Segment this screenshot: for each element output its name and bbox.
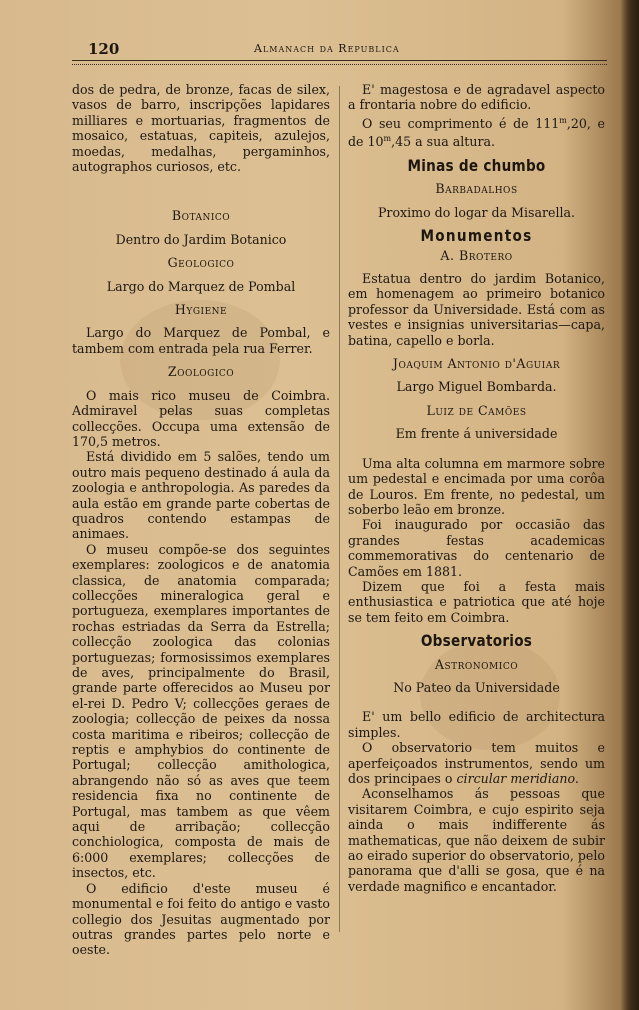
astronomico-location: No Pateo da Universidade xyxy=(393,679,560,695)
section-heading-minas: Minas de chumbo xyxy=(407,156,546,175)
column-divider xyxy=(339,86,340,932)
zoologico-paragraph: O edificio d'este museu é monumental e foi feito do antigo e vasto collegio dos Jesuitas augmentado por outras grandes partes pelo norte e oeste. xyxy=(72,880,330,958)
camoes-location: Em frente á universidade xyxy=(395,426,558,442)
camoes-paragraph: Dizem que foi a festa mais enthusiastica e patriotica que até hoje se tem feito em Coimbra. xyxy=(348,578,605,625)
right-column xyxy=(348,82,605,894)
brotero-paragraph: Estatua dentro do jardim Botanico, em homenagem ao primeiro botanico professor da Universidade. Está com as vestes e insignias universitarias—capa, batina, capello e borla. xyxy=(348,271,605,348)
subheading-astronomico: Astronomico xyxy=(434,656,519,672)
subheading-brotero: A. Brotero xyxy=(440,247,513,263)
book-spine-shadow xyxy=(621,0,639,1010)
observatorio-paragraph: O observatorio tem muitos e aperfeiçoados instrumentos, sendo um dos principaes o circular meridiano. xyxy=(348,740,605,786)
section-heading-botanico: Botanico xyxy=(171,208,231,224)
dimensions-paragraph: O seu comprimento é de 111$^m$,20, e de 10$^m$,45 a sua altura. xyxy=(348,115,605,150)
subheading-barbadalhos: Barbadalhos xyxy=(435,181,518,197)
left-column xyxy=(72,82,330,958)
page-number: 120 xyxy=(88,40,120,58)
section-heading-hygiene: Hygiene xyxy=(174,302,228,318)
observatorio-paragraph: Aconselhamos ás pessoas que visitarem Coimbra, e cujo espirito seja ainda o mais indifferente ás mathematicas, que não deixem de subir ao eirado superior do observatorio, pelo panorama que d'alli se gosa, que é na verdade magnifico e encantador. xyxy=(348,786,605,894)
zoologico-paragraph: O museu compõe-se dos seguintes exemplares: zoologicos e de anatomia classica, de anatomia comparada; collecções mineralogica geral e portugueza, exemplares importantes de rochas estriadas da Serra da Estrella; collecção zoologica das colonias portuguezas; formosissimos exemplares de aves, principalmente do Brasil, grande parte offerecidos ao Museu por el-rei D. Pedro V; collecções geraes de zoologia; collecção de peixes da nossa costa maritima e ribeiros; collecção de reptis e amphybios do continente de Portugal; collecção amithologica, abrangendo não só as aves que teem residencia fixa no continente de Portugal, mas tambem as que vêem aqui de arribação; collecção conchiologica, composta de mais de 6:000 exemplares; collecções de insectos, etc. xyxy=(72,541,330,881)
section-heading-zoologico: Zoologico xyxy=(167,364,235,380)
observatorio-paragraph: E' um bello edificio de architectura simples. xyxy=(348,709,605,740)
subheading-camoes: Luiz de Camões xyxy=(426,402,527,418)
intro-paragraph: dos de pedra, de bronze, facas de silex, vasos de barro, inscripções lapidares milliares e mortuarias, fragmentos de mosaico, estatuas, capiteis, azulejos, moedas, medalhas, pergaminhos, autographos curiosos, etc. xyxy=(72,82,330,175)
facade-paragraph: E' magestosa e de agradavel aspecto a frontaria nobre do edificio. xyxy=(348,82,605,113)
barbadalhos-location: Proximo do logar da Misarella. xyxy=(377,204,576,220)
camoes-paragraph: Uma alta columna em marmore sobre um pedestal e encimada por uma corôa de Louros. Em frente, no pedestal, um soberbo leão em bronze. xyxy=(348,455,605,517)
page-header xyxy=(88,40,608,62)
hygiene-location: Largo do Marquez de Pombal, e tambem com entrada pela rua Ferrer. xyxy=(72,325,330,356)
section-heading-monumentos: Monumentos xyxy=(420,226,533,246)
geologico-location: Largo do Marquez de Pombal xyxy=(106,278,296,294)
botanico-location: Dentro do Jardim Botanico xyxy=(115,231,287,247)
header-rule xyxy=(72,60,607,65)
aguiar-location: Largo Miguel Bombarda. xyxy=(396,379,557,395)
section-heading-geologico: Geologico xyxy=(167,255,235,271)
zoologico-paragraph: Está dividido em 5 salões, tendo um outro mais pequeno destinado á aula da zoologia e anthropologia. As paredes da aula estão em grande parte cobertas de quadros contendo estampas de animaes. xyxy=(72,449,330,542)
section-heading-observatorios: Observatorios xyxy=(420,631,533,651)
camoes-paragraph: Foi inaugurado por occasião das grandes festas academicas commemorativas do centenario de Camões em 1881. xyxy=(348,517,605,579)
zoologico-paragraph: O mais rico museu de Coimbra. Admiravel pelas suas completas collecções. Occupa uma extensão de 170,5 metros. xyxy=(72,387,330,449)
running-title: Almanach da Republica xyxy=(254,42,400,55)
subheading-aguiar: Joaquim Antonio d'Aguiar xyxy=(392,356,561,372)
